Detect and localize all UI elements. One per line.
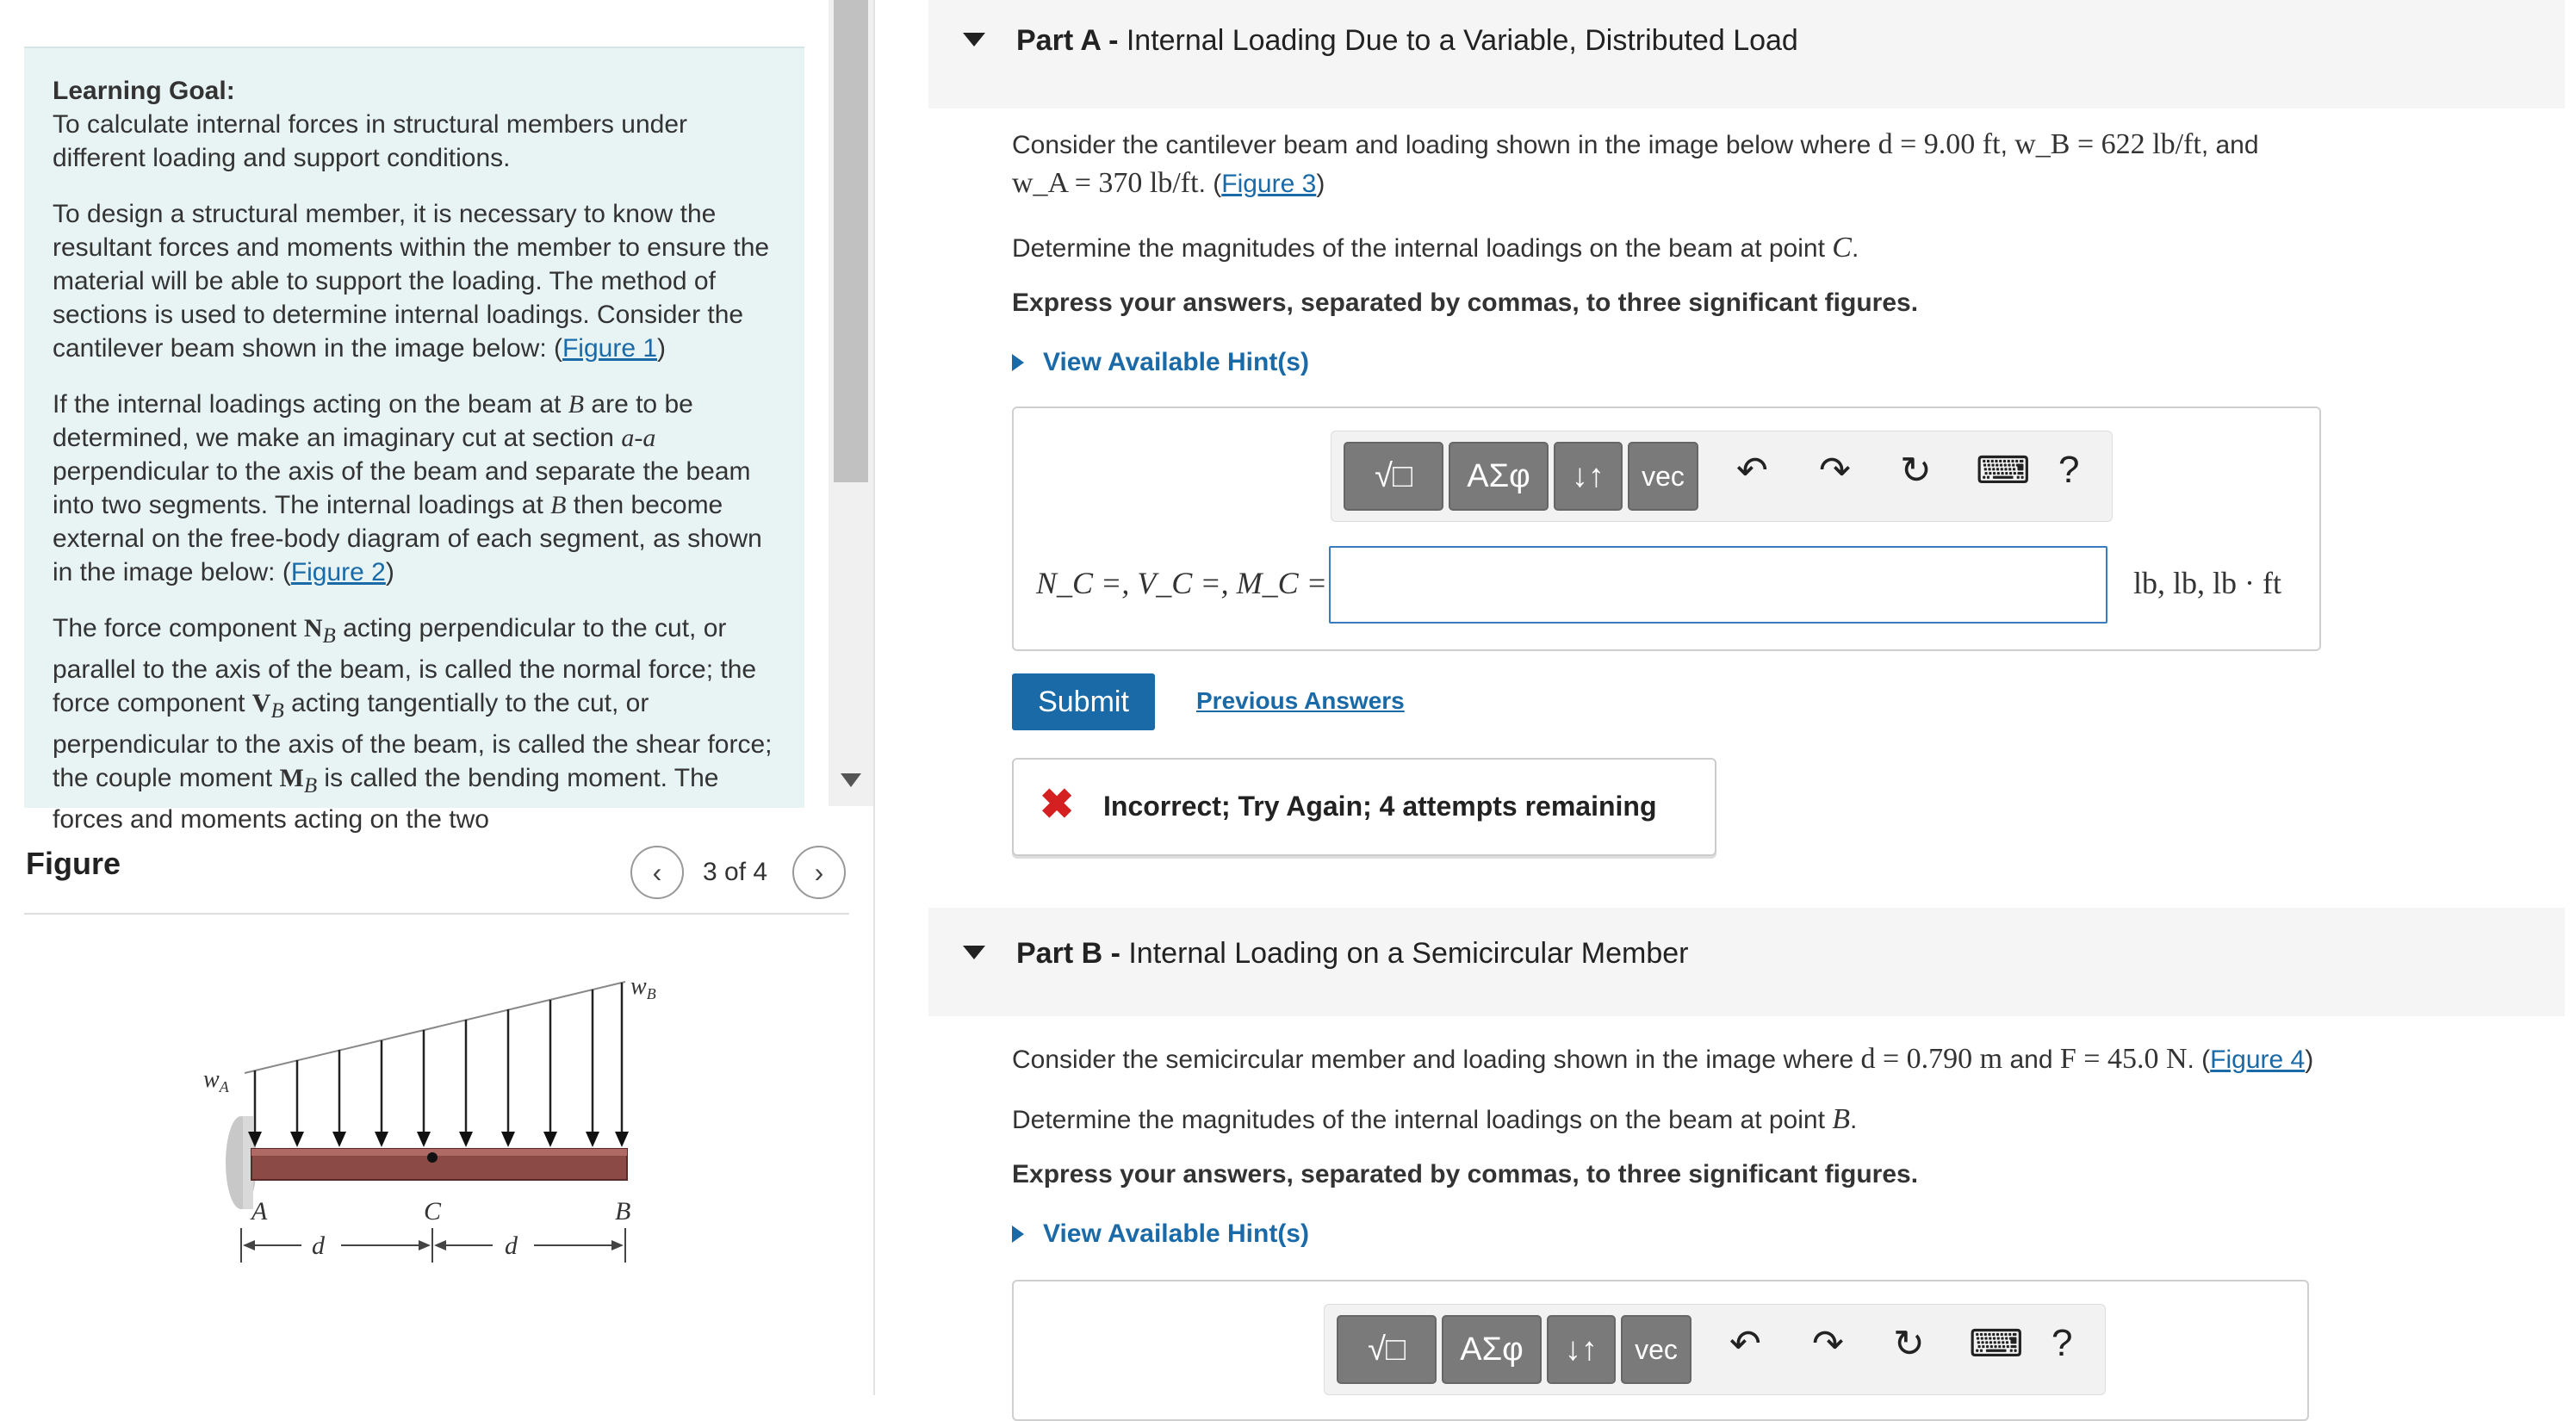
reset-icon[interactable]: ↻ [1900,450,1932,492]
figure-1-link[interactable]: Figure 1 [562,334,658,363]
part-b-hint-link[interactable]: View Available Hint(s) [1012,1219,1309,1249]
part-b-question-1: Consider the semicircular member and loading shown in the image where d = 0.790 m and F = 45.0 N. (Figure 4) [1012,1043,2314,1075]
help-icon[interactable]: ? [2058,449,2080,491]
figure-4-link[interactable]: Figure 4 [2210,1046,2306,1074]
left-panel [0,0,878,1395]
help-icon[interactable]: ? [2051,1322,2073,1364]
templates-button[interactable]: √□ [1344,442,1443,511]
greek-symbols-button[interactable]: ΑΣφ [1449,442,1549,511]
learning-goal-title: Learning Goal: [53,77,235,105]
keyboard-icon[interactable]: ⌨ [1976,450,2031,492]
part-b-instruction: Express your answers, separated by commas, to three significant figures. [1012,1160,1919,1188]
answer-input[interactable] [1329,546,2107,624]
scrollbar-thumb[interactable] [834,0,868,482]
templates-button[interactable]: √□ [1337,1315,1437,1384]
caret-right-icon [1012,354,1024,371]
scroll-down-arrow-icon[interactable] [841,773,861,787]
part-b-header[interactable] [928,908,2565,1016]
learning-goal-paragraph-3: The force component $N_B$ acting perpendicular to the cut, or parallel to the axis of the beam, is called the normal force; the force component $V_B$ acting tangentially to the cut, or perpendicular to the axis of the beam, is called the shear force; the couple moment $M_B$ is called the bending moment. The forces and moments acting on the two [53,614,773,834]
undo-icon[interactable]: ↶ [1729,1323,1761,1365]
learning-goal-intro: To calculate internal forces in structural members under different loading and support conditions. [53,110,687,172]
label-d-left: d [312,1232,325,1260]
feedback-text: Incorrect; Try Again; 4 attempts remaining [1103,791,1657,822]
redo-icon[interactable]: ↷ [1819,450,1851,492]
reset-icon[interactable]: ↻ [1893,1323,1925,1365]
value-d: d = 9.00 ft [1878,128,2001,160]
chevron-right-icon[interactable]: › [792,846,846,899]
arrowheads [248,1132,629,1147]
vector-button[interactable]: vec [1621,1315,1691,1384]
feedback-box [1012,758,1716,856]
part-a-instruction: Express your answers, separated by commas, to three significant figures. [1012,289,1919,317]
answer-units: lb, lb, lb · ft [2133,566,2281,600]
part-a-title: Part A - Internal Loading Due to a Variable, Distributed Load [1016,24,1798,57]
learning-goal-paragraph-2: If the internal loadings acting on the beam at B are to be determined, we make an imaginary cut at section a-a perpendicular to the axis of the beam and separate the beam into two segments. The internal loadings at B then become external on the free-body diagram of each segment, as shown in the image below: (Figure 2) [53,390,762,586]
subscript-superscript-button[interactable]: ↓↑ [1554,442,1623,511]
submit-button[interactable]: Submit [1012,673,1155,730]
subscript-superscript-button[interactable]: ↓↑ [1547,1315,1616,1384]
undo-icon[interactable]: ↶ [1736,450,1768,492]
dimension-lines [241,1228,625,1263]
error-x-icon: ✖ [1040,782,1075,828]
figure-2-link[interactable]: Figure 2 [290,558,386,586]
caret-right-icon [1012,1226,1024,1243]
label-a: A [251,1197,268,1226]
figure-3-link[interactable]: Figure 3 [1221,170,1317,198]
keyboard-icon[interactable]: ⌨ [1969,1323,2024,1365]
redo-icon[interactable]: ↷ [1812,1323,1844,1365]
part-a-answer-box [1012,406,2321,651]
figure-title: Figure [26,846,121,881]
right-panel [928,0,2576,1395]
caret-down-icon[interactable] [963,946,985,959]
part-a-header[interactable] [928,0,2565,109]
answer-label: N_C =, V_C =, M_C = [1036,566,1327,600]
math-toolbar [1331,431,2113,522]
point-c-marker [427,1152,438,1163]
value-wb: w_B = 622 lb/ft [2014,128,2201,160]
caret-down-icon[interactable] [963,33,985,47]
value-wa: w_A = 370 lb/ft [1012,167,1199,199]
part-a-hint-link[interactable]: View Available Hint(s) [1012,348,1309,377]
label-b: B [615,1197,631,1226]
learning-goal-panel[interactable] [24,47,804,834]
learning-goal-paragraph-1: To design a structural member, it is necessary to know the resultant forces and moments within the member to ensure the material will be able to support the loading. The method of sections is used to determine internal loadings. Consider the cantilever beam shown in the image below: (Figure 1) [53,200,770,363]
column-divider [873,0,875,1395]
part-a-question-2: Determine the magnitudes of the internal loadings on the beam at point C. [1012,232,1859,264]
load-boundary-line [245,982,625,1073]
previous-answers-link[interactable]: Previous Answers [1196,687,1405,714]
part-b-title: Part B - Internal Loading on a Semicircular Member [1016,937,1689,970]
value-d: d = 0.790 m [1860,1043,2003,1075]
distributed-load-arrows [255,983,622,1137]
math-toolbar [1324,1304,2106,1395]
part-b-answer-box [1012,1280,2309,1421]
label-wb: $w_B$ [630,973,656,1002]
figure-header [24,827,849,915]
label-wa: $w_A$ [203,1066,229,1095]
label-d-right: d [505,1232,518,1260]
figure-counter: 3 of 4 [703,858,768,886]
vector-button[interactable]: vec [1628,442,1698,511]
value-f: F = 45.0 N [2059,1043,2188,1075]
greek-symbols-button[interactable]: ΑΣφ [1442,1315,1542,1384]
label-c: C [424,1197,442,1226]
beam-highlight [251,1149,627,1156]
scrollbar[interactable] [829,0,873,806]
cantilever-beam-figure [172,956,655,1300]
part-a-question-1: Consider the cantilever beam and loading shown in the image below where d = 9.00 ft, w_B = 622 lb/ft, and w_A = 370 lb/ft. (Figure 3) [1012,128,2259,199]
chevron-left-icon[interactable]: ‹ [630,846,684,899]
part-b-question-2: Determine the magnitudes of the internal loadings on the beam at point B. [1012,1103,1858,1135]
